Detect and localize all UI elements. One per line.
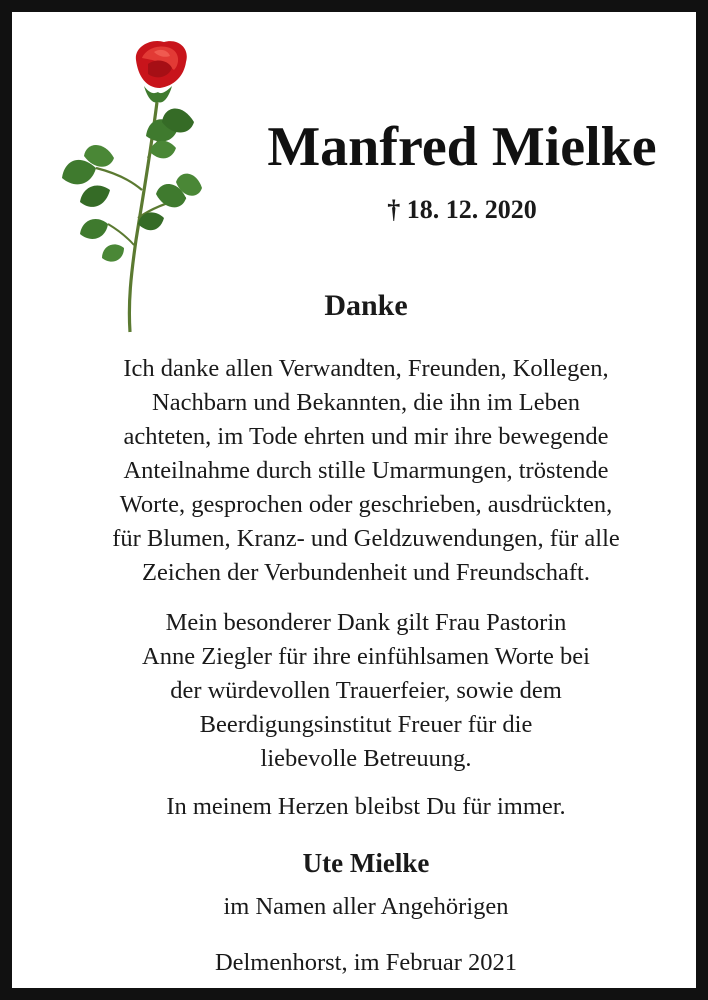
special-thanks-paragraph: [32, 606, 700, 776]
thanks-paragraph: [32, 352, 700, 590]
death-date: † 18. 12. 2020: [387, 195, 537, 224]
signer-note: im Namen aller Angehörigen: [223, 893, 509, 920]
text-line: Beerdigungsinstitut Freuer für die: [199, 711, 533, 738]
text-line: für Blumen, Kranz- und Geldzuwendungen, für alle: [112, 525, 620, 552]
text-line: Worte, gesprochen oder geschrieben, ausdrückten,: [119, 491, 613, 518]
deceased-name: Manfred Mielke: [267, 116, 657, 178]
text-line: Nachbarn und Bekannten, die ihn im Leben: [152, 389, 580, 416]
text-line: Zeichen der Verbundenheit und Freundschaft.: [142, 559, 590, 586]
text-line: Ich danke allen Verwandten, Freunden, Kollegen,: [123, 355, 609, 382]
place-and-date: Delmenhorst, im Februar 2021: [214, 949, 518, 976]
text-line: der würdevollen Trauerfeier, sowie dem: [170, 677, 562, 704]
text-line: Anteilnahme durch stille Umarmungen, tröstende: [123, 457, 609, 484]
text-line: achteten, im Tode ehrten und mir ihre bewegende: [123, 423, 609, 450]
signer-name: Ute Mielke: [302, 848, 430, 878]
text-line: In meinem Herzen bleibst Du für immer.: [166, 793, 566, 820]
thanks-heading: Danke: [324, 289, 408, 322]
text-line: Mein besonderer Dank gilt Frau Pastorin: [165, 609, 567, 636]
text-line: Anne Ziegler für ihre einfühlsamen Worte bei: [142, 643, 590, 670]
text-line: liebevolle Betreuung.: [260, 745, 472, 772]
closing-line: [32, 790, 700, 824]
